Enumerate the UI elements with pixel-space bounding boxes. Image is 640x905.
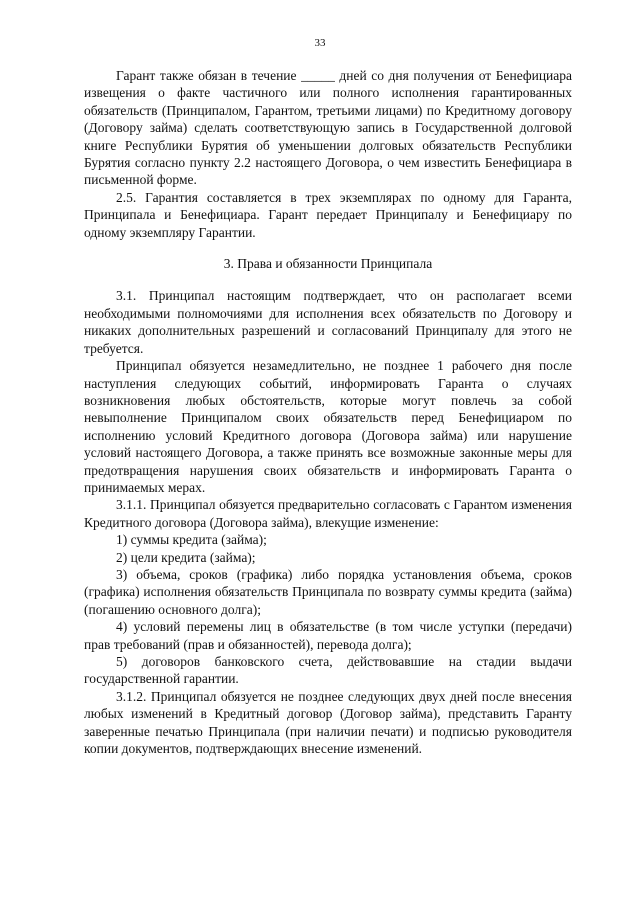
paragraph-3-1: 3.1. Принципал настоящим подтверждает, что он располагает всеми необходимыми полномочиями для исполнения всех обязательств по Договору и никаких дополнительных разрешений и согласований Принципалу для этого не требуется. — [84, 288, 572, 356]
paragraph-2-5: 2.5. Гарантия составляется в трех экземплярах по одному для Гаранта, Принципала и Бенефициара. Гарант передает Принципалу и Бенефициару по одному экземпляру Гарантии. — [84, 189, 572, 240]
list-item: 1) суммы кредита (займа); — [116, 532, 267, 548]
page-number: 33 — [314, 37, 326, 49]
list-item: 2) цели кредита (займа); — [116, 549, 256, 565]
paragraph-text-start: Гарант также обязан в течение — [116, 68, 297, 83]
days-blank: _____ — [301, 68, 335, 83]
list-item: 3) объема, сроков (графика) либо порядка установления объема, сроков (графика) исполнения обязательств Принципала по возврату суммы кредита (займа) (погашению основного долга); — [84, 566, 572, 617]
paragraph-3-1-2: 3.1.2. Принципал обязуется не позднее следующих двух дней после внесения любых изменений в Кредитный договор (Договор займа), представить Гаранту заверенные печатью Принципала (при наличии печати) и подписью руководителя копии документов, подтверждающих внесение изменений. — [84, 688, 572, 757]
principal-obligation-paragraph: Принципал обязуется незамедлительно, не позднее 1 рабочего дня после наступления следующих событий, информировать Гаранта о случаях возникновения любых обстоятельств, которые могут повлечь за собой невыполнение Принципалом своих обязательств перед Бенефициаром по исполнению условий Кредитного договора (Договора займа) или нарушение условий настоящего Договора, а также принять все возможные законные меры для предотвращения нарушения своих обязательств и информировать Гаранта о принимаемых мерах. — [84, 358, 572, 495]
paragraph-3-1-1: 3.1.1. Принципал обязуется предварительно согласовать с Гарантом изменения Кредитного договора (Договора займа), влекущие изменение: — [84, 497, 572, 530]
paragraph-text-end: дней со дня получения от Бенефициара извещения о факте частичного или полного исполнения гарантированных обязательств (Принципалом, Гарантом, третьими лицами) по Кредитному договору (Договору займа) сделать соответствующую запись в Государственной долговой книге Республики Бурятия об уменьшении долговых обязательств Республики Бурятия согласно пункту 2.2 настоящего Договора, о чем известить Бенефициара в письменной форме. — [84, 68, 573, 188]
section-heading: 3. Права и обязанности Принципала — [223, 256, 433, 272]
list-item: 4) условий перемены лиц в обязательстве (в том числе уступки (передачи) прав требований (прав и обязанностей), перевода долга); — [84, 619, 572, 652]
guarantor-notification-paragraph — [84, 67, 572, 189]
document-body — [84, 67, 572, 757]
list-item: 5) договоров банковского счета, действовавшие на стадии выдачи государственной гарантии. — [84, 654, 572, 687]
